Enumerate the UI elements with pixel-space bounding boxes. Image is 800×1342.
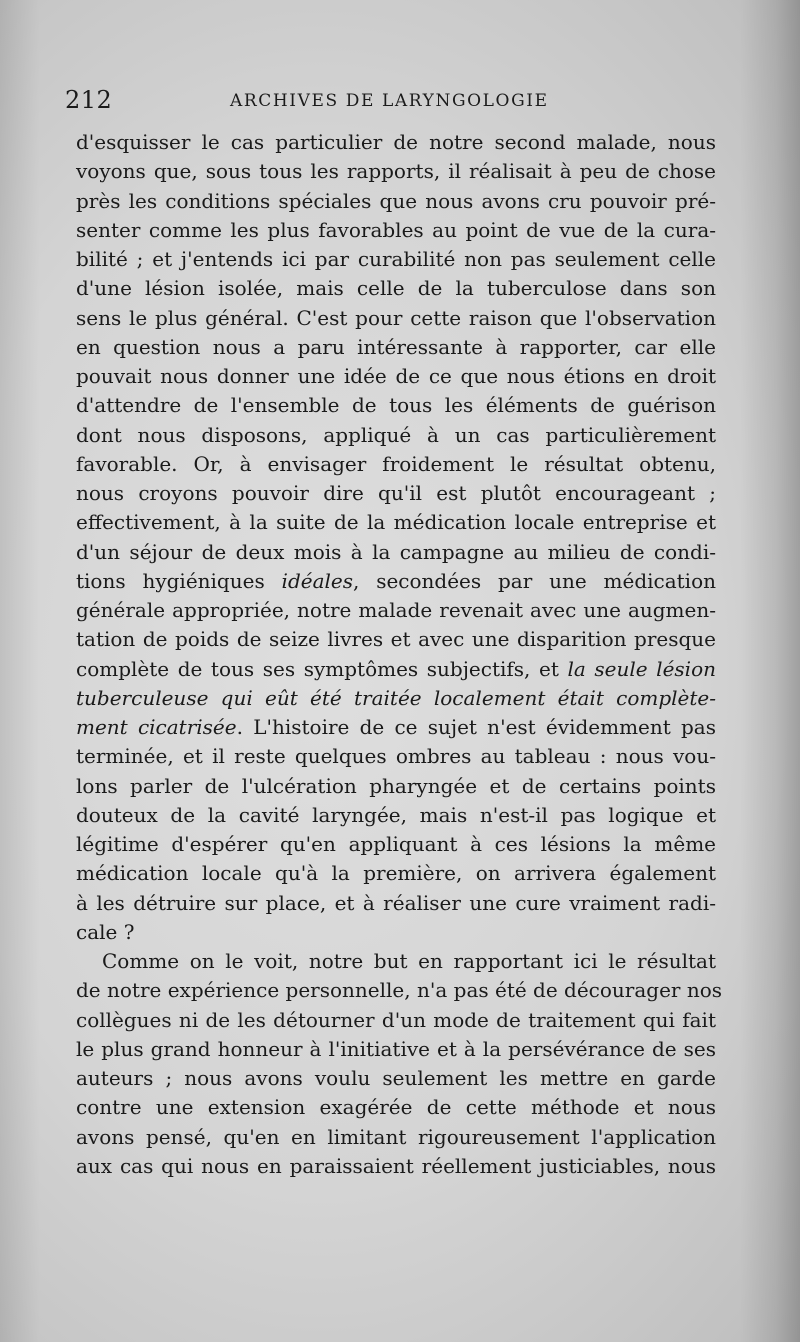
text-line <box>76 742 716 771</box>
text-run: effectivement, à la suite de la médication locale entreprise et <box>76 510 716 535</box>
text-line <box>76 684 716 713</box>
text-line <box>76 304 716 333</box>
text-run: près les conditions spéciales que nous avons cru pouvoir pré- <box>76 188 716 213</box>
text-run: contre une extension exagérée de cette méthode et nous <box>76 1095 716 1120</box>
text-line <box>76 362 716 391</box>
text-run: bilité ; et j'entends ici par curabilité non pas seulement celle <box>76 247 716 271</box>
text-run: dont nous disposons, appliqué à un cas particulièrement <box>76 422 716 447</box>
text-run: terminée, et il reste quelques ombres au tableau : nous vou- <box>76 744 716 769</box>
body-text <box>76 128 723 1181</box>
text-line <box>76 1093 716 1122</box>
text-line <box>76 625 716 654</box>
text-line <box>76 479 716 508</box>
text-line <box>76 859 716 888</box>
text-run: collègues ni de les détourner d'un mode de traitement qui fait <box>76 1007 716 1032</box>
text-run: d'un séjour de deux mois à la campagne au milieu de condi- <box>76 539 716 564</box>
text-line <box>76 421 716 450</box>
page-header <box>65 86 715 120</box>
text-run: légitime d'espérer qu'en appliquant à ces lésions la même <box>76 832 716 856</box>
text-line <box>76 538 716 567</box>
text-line <box>76 655 716 684</box>
text-line <box>76 713 716 742</box>
text-run: aux cas qui nous en paraissaient réellement justiciables, nous <box>76 1153 716 1178</box>
text-line <box>76 889 716 918</box>
text-run: à les détruire sur place, et à réaliser une cure vraiment radi- <box>76 890 716 915</box>
text-run: le plus grand honneur à l'initiative et à la persévérance de ses <box>76 1036 716 1061</box>
text-run: d'attendre de l'ensemble de tous les éléments de guérison <box>76 393 716 418</box>
text-run: douteux de la cavité laryngée, mais n'est-il pas logique et <box>76 802 716 827</box>
text-run: pouvait nous donner une idée de ce que nous étions en droit <box>76 364 716 388</box>
page-shadow-right <box>740 0 800 1342</box>
text-line <box>76 333 716 362</box>
page-shadow-left <box>0 0 40 1342</box>
text-run: en question nous a paru intéressante à rapporter, car elle <box>76 334 716 359</box>
italic-text: idéales <box>281 568 354 593</box>
italic-text: la seule lésion <box>567 656 716 681</box>
text-line <box>76 976 723 1005</box>
text-run: auteurs ; nous avons voulu seulement les mettre en garde <box>76 1066 716 1090</box>
italic-text: ment cicatrisée <box>76 715 237 739</box>
text-line <box>76 947 716 976</box>
text-run: nous croyons pouvoir dire qu'il est plutôt encourageant ; <box>76 481 716 505</box>
text-line <box>76 245 716 274</box>
text-line <box>76 596 716 625</box>
text-line <box>76 216 716 245</box>
text-line <box>76 1123 716 1152</box>
text-run: de notre expérience personnelle, n'a pas été de décourager nos <box>76 978 723 1003</box>
text-line <box>76 772 716 801</box>
text-line <box>76 157 716 186</box>
text-line <box>76 918 716 947</box>
running-title: ARCHIVES DE LARYNGOLOGIE <box>230 91 549 111</box>
text-line <box>76 830 716 859</box>
text-run: complète de tous ses symptômes subjectifs, et <box>76 656 568 681</box>
text-run: tions hygiéniques <box>76 568 282 593</box>
page-number: 212 <box>65 86 113 114</box>
text-run: favorable. Or, à envisager froidement le résultat obtenu, <box>76 451 716 476</box>
text-run: voyons que, sous tous les rapports, il réalisait à peu de chose <box>76 159 716 184</box>
text-run: Comme on le voit, notre but en rapportant ici le résultat <box>102 949 716 973</box>
text-run: . L'histoire de ce sujet n'est évidemment pas <box>236 715 716 739</box>
text-run: d'une lésion isolée, mais celle de la tuberculose dans son <box>76 276 716 301</box>
text-run: tation de poids de seize livres et avec une disparition presque <box>76 627 716 652</box>
italic-text: tuberculeuse qui eût été traitée localement était complète- <box>76 685 716 710</box>
text-run: , secondées par une médication <box>353 568 716 593</box>
text-line <box>76 801 716 830</box>
text-line <box>76 1006 716 1035</box>
text-run: cale ? <box>76 919 135 944</box>
text-run: lons parler de l'ulcération pharyngée et de certains points <box>76 773 716 798</box>
text-line <box>76 1064 716 1093</box>
text-run: d'esquisser le cas particulier de notre second malade, nous <box>76 130 716 154</box>
text-line <box>76 128 716 157</box>
text-run: avons pensé, qu'en en limitant rigoureusement l'application <box>76 1124 716 1149</box>
text-run: médication locale qu'à la première, on arrivera également <box>76 861 716 886</box>
text-line <box>76 187 716 216</box>
text-line <box>76 1035 716 1064</box>
text-line <box>76 567 716 596</box>
text-run: sens le plus général. C'est pour cette raison que l'observation <box>76 305 716 330</box>
text-line <box>76 508 716 537</box>
text-line <box>76 391 716 420</box>
text-run: générale appropriée, notre malade revenait avec une augmen- <box>76 598 716 622</box>
text-line <box>76 450 716 479</box>
text-line <box>76 1152 716 1181</box>
text-run: senter comme les plus favorables au point de vue de la cura- <box>76 217 716 242</box>
text-line <box>76 274 716 303</box>
